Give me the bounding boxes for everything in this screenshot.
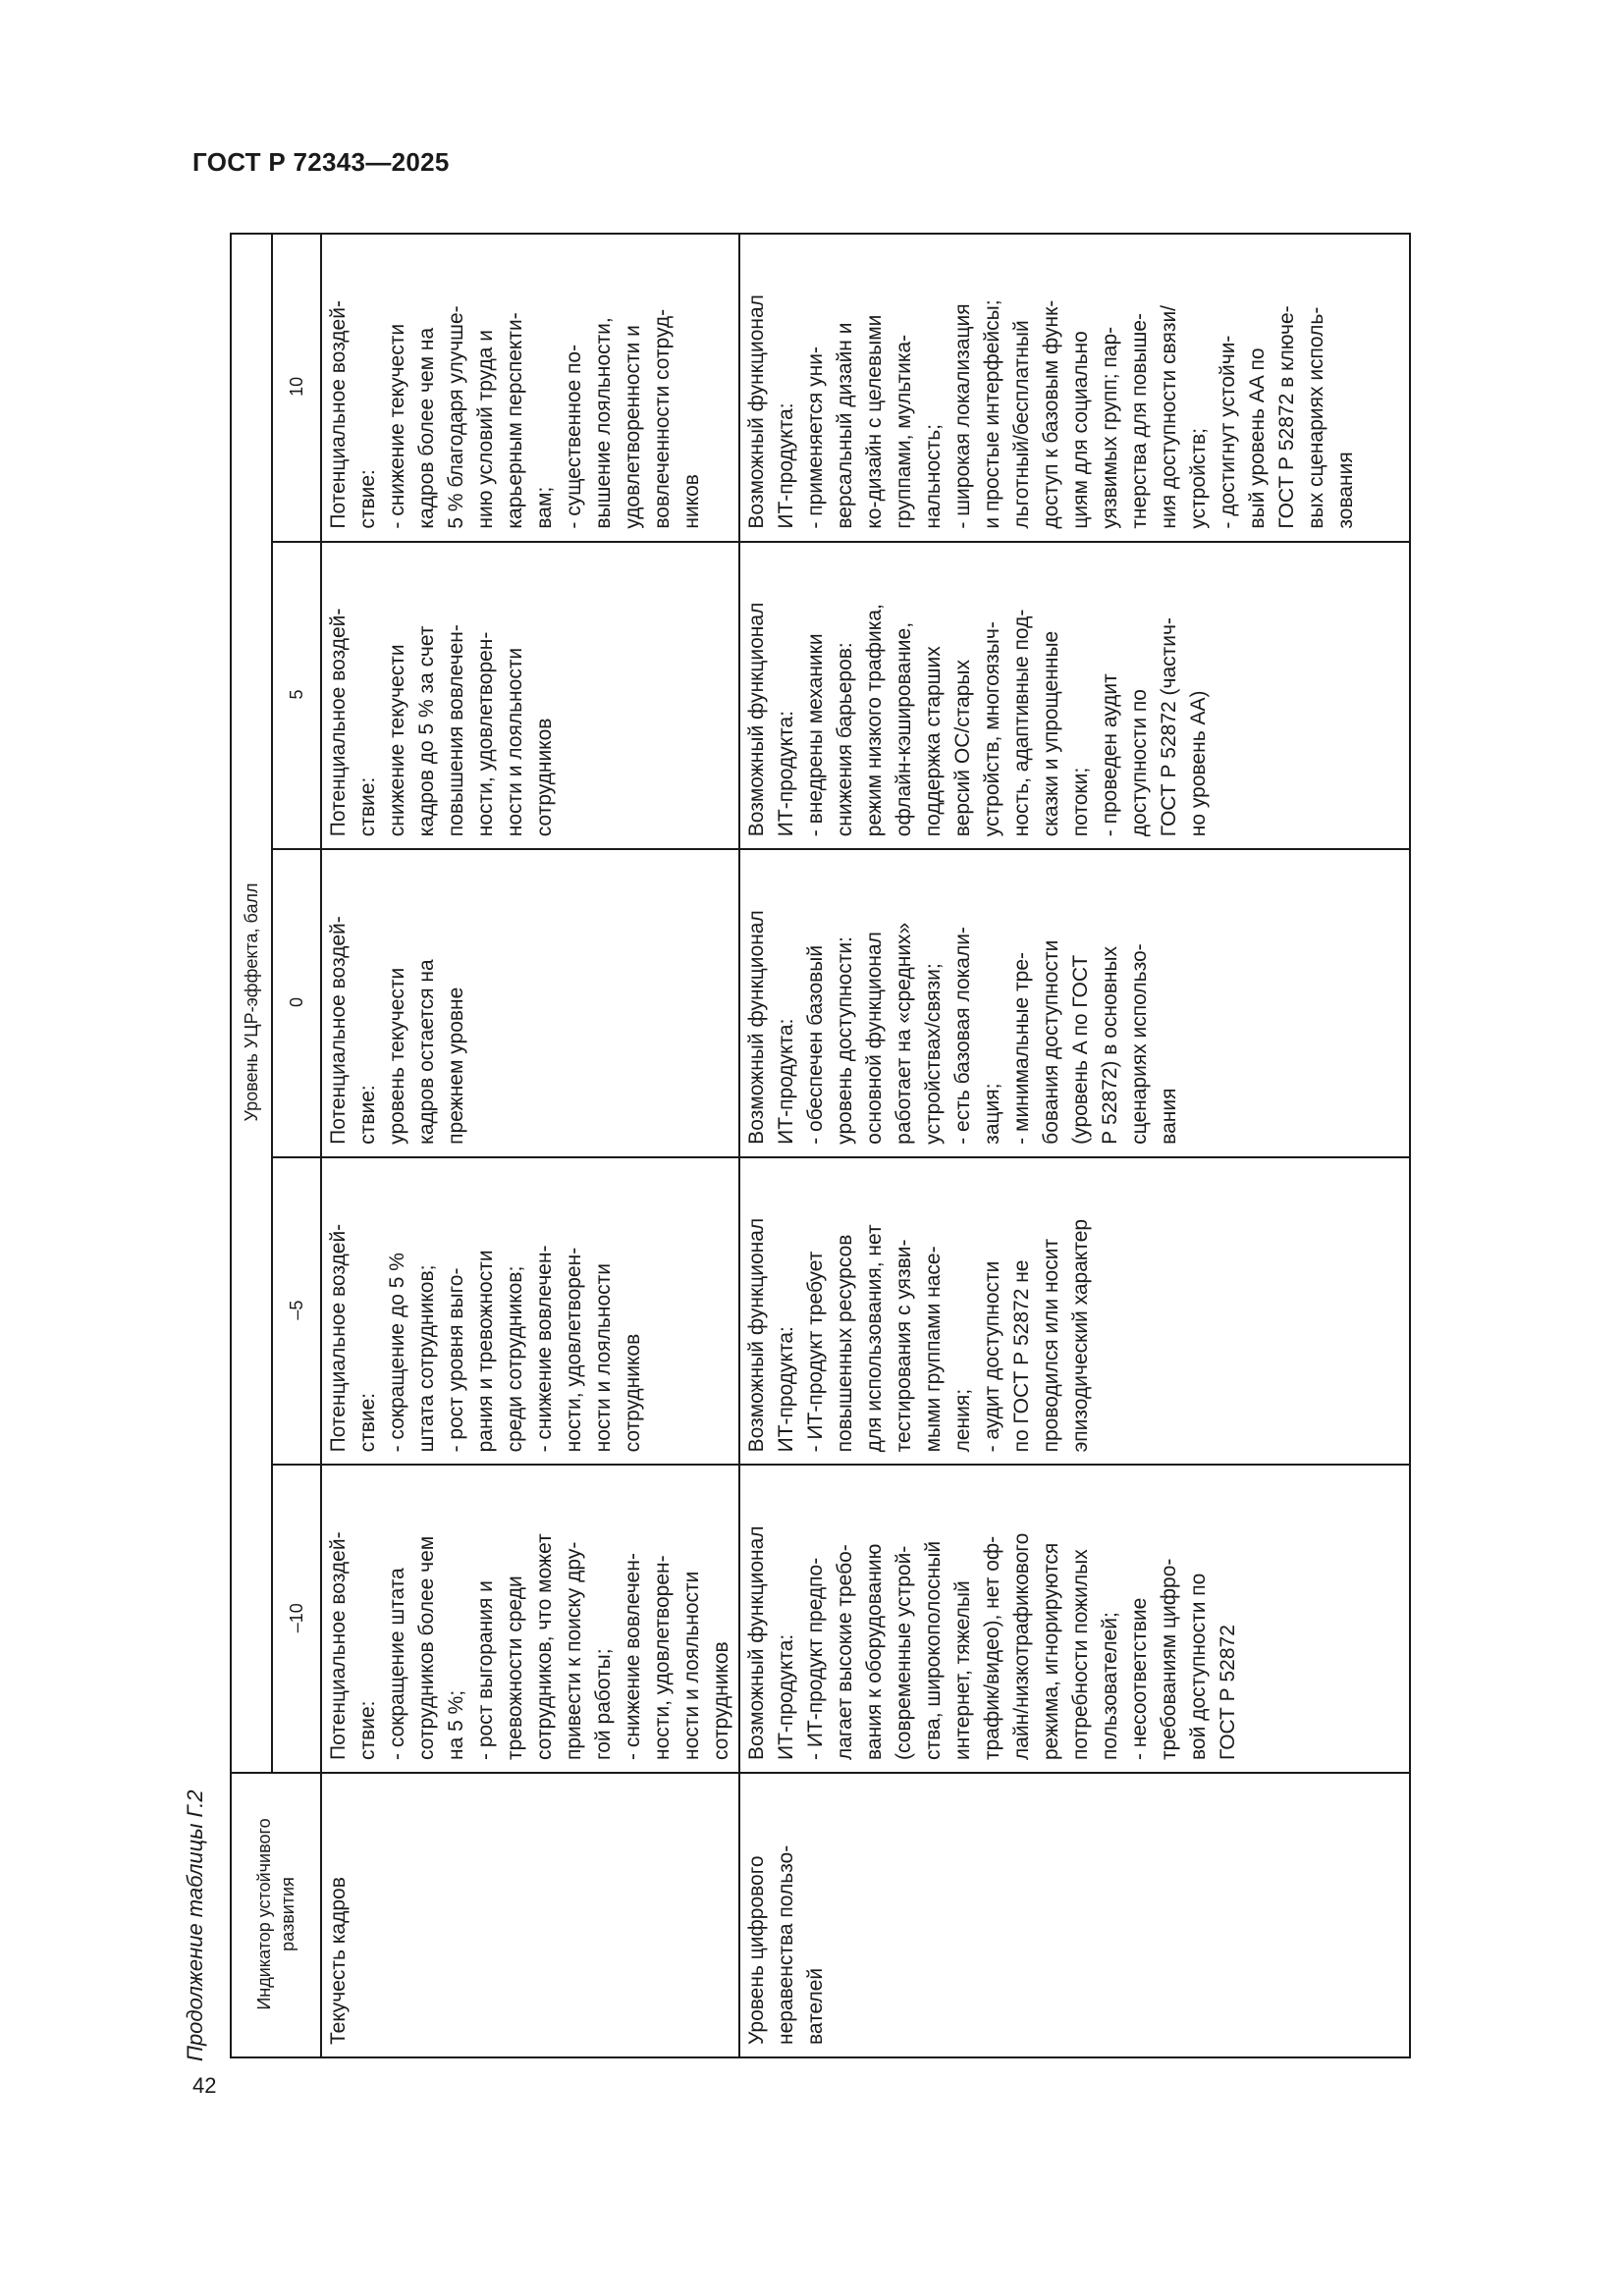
- table-cell: Потенциальное воздей- ствие: - сокращение до 5 % штата сотрудников; - рост уровня выго- рания и тревожности среди сотрудников; - снижение вовлечен- ности, удовлетворен- ности и лояльности сотрудников: [321, 1157, 739, 1466]
- table-caption: Продолжение таблицы Г.2: [183, 1789, 207, 2061]
- table-row: [739, 234, 1410, 2057]
- score-header: –10: [272, 1465, 321, 1773]
- table-cell: Возможный функционал ИТ-продукта: - внедрены механики снижения барьеров: режим низкого трафика, офлайн-кэширование, поддержка старших версий ОС/старых устройств, многоязыч- ность, адаптивные под- сказки и упрощенные потоки; - проведен аудит доступности по ГОСТ Р 52872 (частич- но уровень AA): [739, 542, 1410, 850]
- score-header: 0: [272, 849, 321, 1157]
- document-header: ГОСТ Р 72343—2025: [192, 147, 450, 177]
- page-number: 42: [192, 2073, 217, 2098]
- table-cell: Возможный функционал ИТ-продукта: - ИТ-продукт предпо- лагает высокие требо- вания к оборудованию (современные устрой- ства, широкополосный интернет, тяжелый трафик/видео), нет оф- лайн/низкотрафикового режима, игнорируются потребности пожилых пользователей; - несоответствие требованиям цифро- вой доступности по ГОСТ Р 52872: [739, 1465, 1410, 1773]
- table-cell: Потенциальное воздей- ствие: уровень текучести кадров остается на прежнем уровне: [321, 849, 739, 1157]
- indicator-name: Текучесть кадров: [321, 1773, 739, 2057]
- score-header: 5: [272, 542, 321, 850]
- table-cell: Потенциальное воздей- ствие: - снижение текучести кадров более чем на 5 % благодаря улучше- нию условий труда и карьерным перспекти- вам; - существенное по- вышение лояльности, удовлетворенности и вовлеченности сотруд- ников: [321, 234, 739, 542]
- score-header: –5: [272, 1157, 321, 1466]
- level-column-header: Уровень УЦР-эффекта, балл: [231, 234, 272, 1773]
- table-cell: Возможный функционал ИТ-продукта: - обеспечен базовый уровень доступности: основной функционал работает на «средних» устройствах/связи; - есть базовая локали- зация; - минимальные тре- бования доступности (уровень A по ГОСТ Р 52872) в основных сценариях использо- вания: [739, 849, 1410, 1157]
- table-cell: Потенциальное воздей- ствие: - сокращение штата сотрудников более чем на 5 %; - рост выгорания и тревожности среди сотрудников, что может привести к поиску дру- гой работы; - снижение вовлечен- ности, удовлетворен- ности и лояльности сотрудников: [321, 1465, 739, 1773]
- score-header: 10: [272, 234, 321, 542]
- table-container: [230, 233, 1401, 2058]
- table-cell: Возможный функционал ИТ-продукта: - применяется уни- версальный дизайн и ко-дизайн с целевыми группами, мультика- нальность; - широкая локализация и простые интерфейсы; льготный/бесплатный доступ к базовым функ- циям для социально уязвимых групп; пар- тнерства для повыше- ния доступности связи/ устройств; - достигнут устойчи- вый уровень AA по ГОСТ Р 52872 в ключе- вых сценариях исполь- зования: [739, 234, 1410, 542]
- indicator-name: Уровень цифрового неравенства пользо- вателей: [739, 1773, 1410, 2057]
- table-cell: Потенциальное воздей- ствие: снижение текучести кадров до 5 % за счет повышения вовлечен- ности, удовлетворен- ности и лояльности сотрудников: [321, 542, 739, 850]
- table-cell: Возможный функционал ИТ-продукта: - ИТ-продукт требует повышенных ресурсов для использования, нет тестирования с уязви- мыми группами насе- ления; - аудит доступности по ГОСТ Р 52872 не проводился или носит эпизодический характер: [739, 1157, 1410, 1466]
- table-row: [321, 234, 739, 2057]
- indicator-column-header: Индикатор устойчивого развития: [231, 1773, 321, 2057]
- indicator-table: [230, 233, 1411, 2058]
